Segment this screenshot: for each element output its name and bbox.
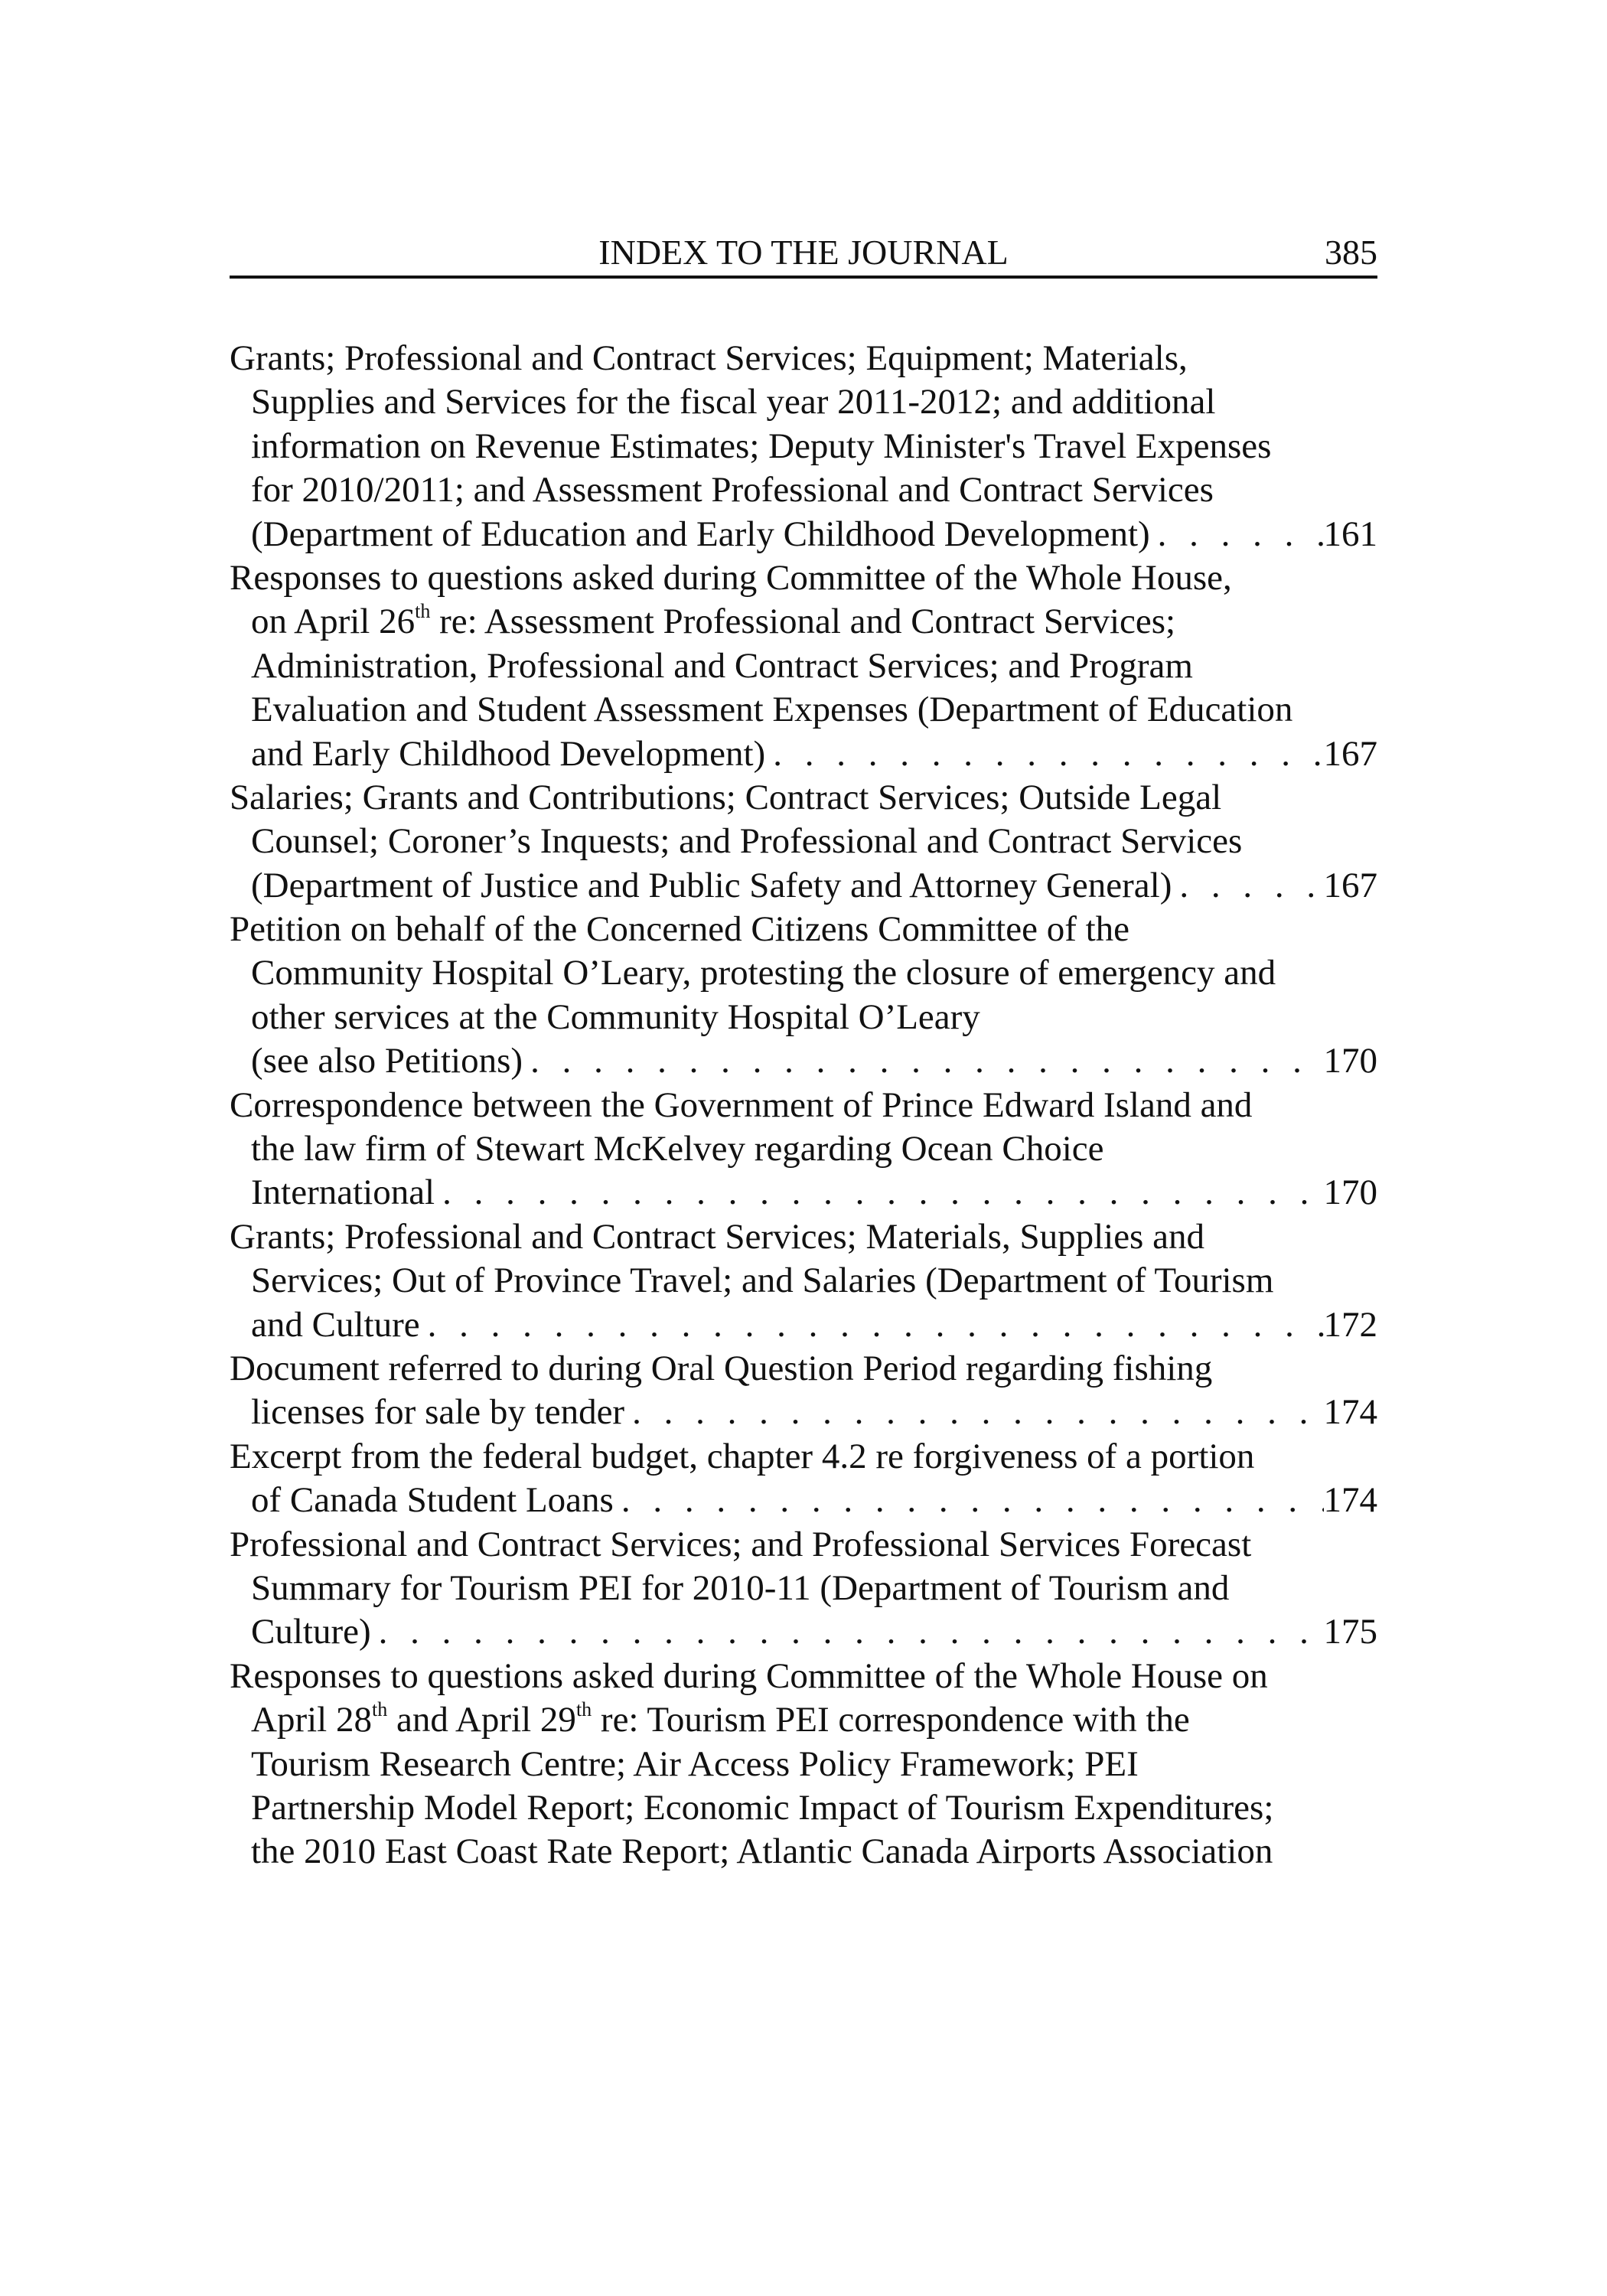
ordinal-suffix: th [575,1698,592,1721]
page-title: INDEX TO THE JOURNAL [598,233,1009,272]
dot-leader [420,1303,1324,1347]
index-entry [230,1347,1377,1435]
index-entry [230,337,1377,556]
dot-leader [435,1171,1323,1215]
entry-line: Grants; Professional and Contract Services; Equipment; Materials, [230,338,1188,378]
index-entry [230,556,1377,776]
dot-leader [1172,864,1323,908]
entry-leader-line [230,864,1377,908]
running-head [230,230,1377,279]
dot-leader [523,1039,1323,1083]
page-reference: 161 [1323,514,1377,554]
entry-line: the 2010 East Coast Rate Report; Atlantic Canada Airports Association [251,1831,1273,1872]
entry-text: April 28 [251,1700,372,1740]
page-reference: 175 [1323,1612,1377,1652]
page-reference: 170 [1323,1041,1377,1081]
index-entry [230,1523,1377,1655]
entry-line: other services at the Community Hospital O’Leary [251,996,980,1037]
dot-leader [1150,513,1324,556]
entry-line: the law firm of Stewart McKelvey regarding Ocean Choice [251,1129,1104,1169]
page-reference: 174 [1323,1480,1377,1521]
page-reference: 172 [1323,1304,1377,1345]
entry-text: and April 29 [387,1700,576,1740]
dot-leader [765,732,1323,776]
index-entry [230,1435,1377,1523]
entry-leader-line [230,1479,1377,1522]
entry-line: Partnership Model Report; Economic Impact of Tourism Expenditures; [251,1787,1274,1828]
entry-line: International [251,1172,435,1213]
entry-line: Summary for Tourism PEI for 2010-11 (Department of Tourism and [251,1567,1230,1608]
dot-leader [371,1610,1324,1654]
entry-line: Evaluation and Student Assessment Expenses (Department of Education [251,690,1293,730]
entry-line: Responses to questions asked during Committee of the Whole House on [230,1655,1268,1696]
entry-line: Administration, Professional and Contract Services; and Program [251,645,1193,686]
entry-leader-line [230,1610,1377,1654]
entry-leader-line [230,1303,1377,1347]
ordinal-suffix: th [415,600,431,623]
index-entries [230,337,1377,1874]
entry-line: Correspondence between the Government of Prince Edward Island and [230,1084,1253,1125]
index-entry [230,776,1377,908]
entry-line [230,600,1377,644]
page-reference: 170 [1323,1172,1377,1213]
page-reference: 167 [1323,865,1377,905]
entry-line: Services; Out of Province Travel; and Salaries (Department of Tourism [251,1261,1274,1301]
page-reference: 174 [1323,1392,1377,1433]
entry-line: (Department of Justice and Public Safety and Attorney General) [251,865,1172,905]
entry-leader-line [230,513,1377,556]
dot-leader [624,1391,1323,1434]
index-entry [230,1215,1377,1347]
entry-line: information on Revenue Estimates; Deputy Minister's Travel Expenses [251,426,1272,466]
entry-line: of Canada Student Loans [251,1480,614,1521]
entry-line: Tourism Research Centre; Air Access Policy Framework; PEI [251,1743,1139,1784]
page-number: 385 [1325,233,1377,272]
entry-leader-line [230,732,1377,776]
entry-line: Grants; Professional and Contract Services; Materials, Supplies and [230,1216,1204,1257]
entry-line: and Early Childhood Development) [251,733,766,774]
entry-line: (see also Petitions) [251,1041,523,1081]
entry-leader-line [230,1391,1377,1434]
entry-line: and Culture [251,1304,420,1345]
entry-text: re: Assessment Professional and Contract Services; [430,602,1176,642]
entry-line: Salaries; Grants and Contributions; Contract Services; Outside Legal [230,777,1222,817]
entry-line [230,1698,1377,1742]
entry-leader-line [230,1039,1377,1083]
entry-text: on April 26 [251,602,416,642]
entry-line: Supplies and Services for the fiscal year 2011-2012; and additional [251,382,1216,422]
entry-leader-line [230,1171,1377,1215]
entry-text: re: Tourism PEI correspondence with the [592,1700,1190,1740]
entry-line: for 2010/2011; and Assessment Professional and Contract Services [251,470,1214,510]
entry-line: licenses for sale by tender [251,1392,625,1433]
index-entry [230,908,1377,1084]
entry-line: (Department of Education and Early Childhood Development) [251,514,1150,554]
entry-line: Culture) [251,1612,371,1652]
entry-line: Professional and Contract Services; and Professional Services Forecast [230,1524,1252,1564]
entry-line: Responses to questions asked during Committee of the Whole House, [230,557,1232,598]
entry-line: Counsel; Coroner’s Inquests; and Professional and Contract Services [251,821,1243,862]
page-reference: 167 [1323,733,1377,774]
entry-line: Excerpt from the federal budget, chapter 4.2 re forgiveness of a portion [230,1436,1255,1476]
ordinal-suffix: th [371,1698,388,1721]
entry-line: Community Hospital O’Leary, protesting the closure of emergency and [251,953,1276,993]
entry-line: Document referred to during Oral Question Period regarding fishing [230,1348,1213,1388]
entry-line: Petition on behalf of the Concerned Citizens Committee of the [230,909,1130,950]
index-entry [230,1655,1377,1874]
dot-leader [614,1479,1324,1522]
journal-page [230,230,1377,1874]
index-entry [230,1084,1377,1215]
